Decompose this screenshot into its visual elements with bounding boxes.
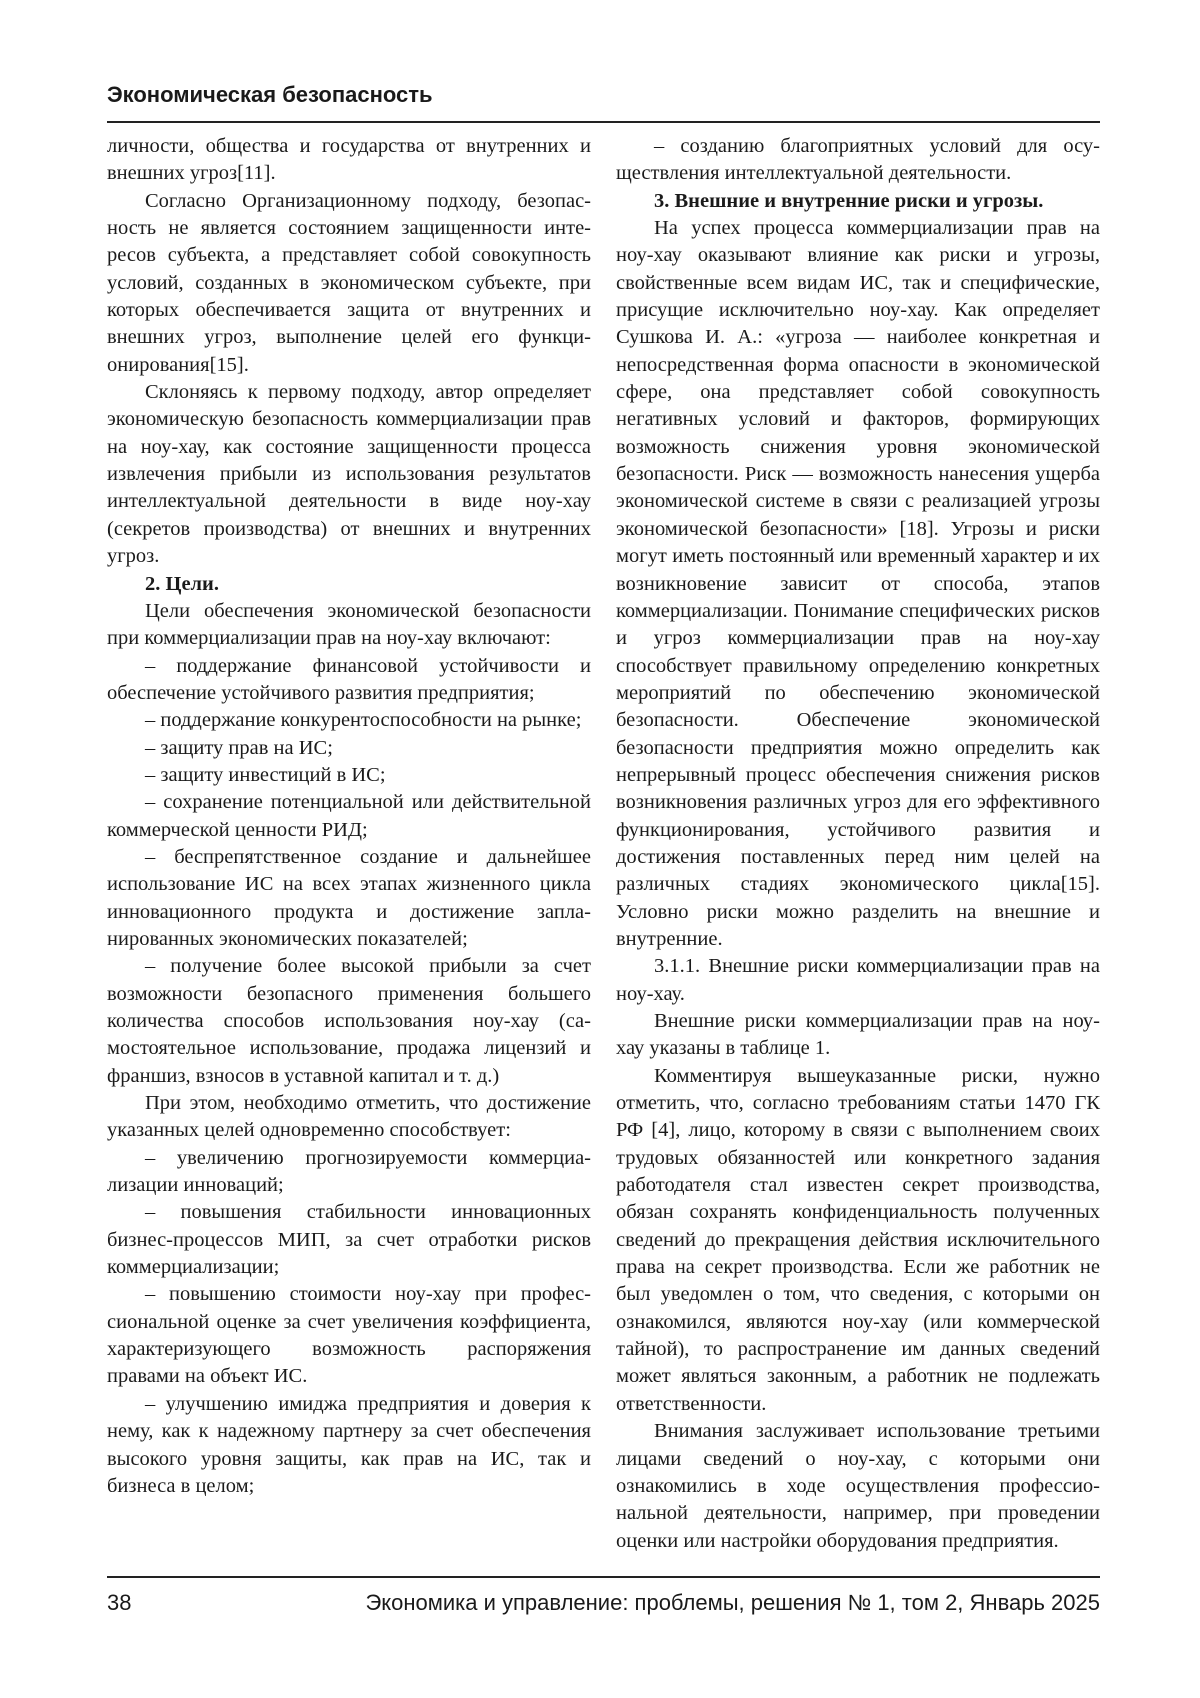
paragraph: – улучшению имиджа предприятия и доверия к нему, как к надежному партнеру за счет обеспе­чения высокого уровня защиты, как прав на ИС, так и бизнеса в целом;	[107, 1391, 591, 1500]
paragraph: – поддержание финансовой устойчивости и обеспечение устойчивого развития предприятия;	[107, 653, 591, 708]
paragraph: личности, общества и государства от внутренних и внешних угроз[11].	[107, 133, 591, 188]
paragraph: – созданию благоприятных условий для осу­ществления интеллектуальной деятельности.	[616, 133, 1100, 188]
paragraph: Склоняясь к первому подходу, автор опреде­ляет экономическую безопасность коммерциализа­ции прав на ноу-хау, как состояние защищенности процесса извлечения прибыли из использования результатов интеллектуальной деятельности в виде ноу-хау (секретов производства) от внешних и вну­тренних угроз.	[107, 379, 591, 570]
header-rule	[107, 121, 1100, 123]
paragraph: На успех процесса коммерциализации прав на ноу-хау оказывают влияние как риски и угро­зы, свойственные всем видам ИС, так и специ­фические, присущие исключительно ноу-хау. Как определяет Сушкова И. А.: «угроза — наиболее конкретная и непосредственная форма опасности в экономической сфере, она представляет собой совокупность негативных условий и факторов, формирующих возможность снижения уровня экономической безопасности. Риск — возмож­ность нанесения ущерба экономической систе­ме в связи с реализацией угрозы экономической безопасности» [18]. Угрозы и риски могут иметь постоянный или временный характер и их возник­новение зависит от способа, этапов коммерциали­зации. Понимание специфических рисков и угроз коммерциализации прав на ноу-хау способствует правильному определению конкретных мероприя­тий по обеспечению экономической безопасности. Обеспечение экономической безопасности пред­приятия можно определить как непрерывный про­цесс обеспечения снижения рисков возникновения различных угроз для его эффективного функциони­рования, устойчивого развития и достижения по­ставленных перед ним целей на различных стадиях экономического цикла[15]. Условно риски можно разделить на внешние и внутренние.	[616, 215, 1100, 953]
paragraph: При этом, необходимо отметить, что достиже­ние указанных целей одновременно способствует:	[107, 1090, 591, 1145]
left-column	[107, 133, 591, 1500]
paragraph: Согласно Организационному подходу, безопас­ность не является состоянием защищенности инте­ресов субъекта, а представляет собой совокупность условий, созданных в экономическом субъекте, при которых обеспечивается защита от внутренних и внешних угроз, выполнение целей его функци­онирования[15].	[107, 188, 591, 379]
paragraph: Комментируя вышеуказанные риски, нужно отметить, что, согласно требованиям статьи 1470 ГК РФ [4], лицо, которому в связи с выполнением своих трудовых обязанностей или конкретного задания работодателя стал известен секрет про­изводства, обязан сохранять конфиденциальность полученных сведений до прекращения действия исключительного права на секрет производства. Если же работник не был уведомлен о том, что сведения, с которыми он ознакомился, являются ноу-хау (или коммерческой тайной), то распростра­нение им данных сведений может являться закон­ным, а работник не подлежать ответственности.	[616, 1063, 1100, 1418]
paragraph: – получение более высокой прибыли за счет возможности безопасного применения большего количества способов использования ноу-хау (са­мостоятельное использование, продажа лицензий и франшиз, взносов в уставной капитал и т. д.)	[107, 953, 591, 1090]
paragraph: Внешние риски коммерциализации прав на но­у-хау указаны в таблице 1.	[616, 1008, 1100, 1063]
paragraph: – беспрепятственное создание и дальнейшее использование ИС на всех этапах жизненного цик­ла инновационного продукта и достижение запла­нированных экономических показателей;	[107, 844, 591, 953]
page-number: 38	[107, 1590, 131, 1616]
paragraph: 3. Внешние и внутренние риски и угрозы.	[616, 188, 1100, 215]
paragraph: 2. Цели.	[107, 571, 591, 598]
paragraph: – повышения стабильности инновационных бизнес-процессов МИП, за счет отработки рисков коммерциализации;	[107, 1199, 591, 1281]
paragraph: – поддержание конкурентоспособности на рынке;	[107, 707, 591, 734]
paragraph: – сохранение потенциальной или действитель­ной коммерческой ценности РИД;	[107, 789, 591, 844]
paragraph: 3.1.1. Внешние риски коммерциализации прав на ноу-хау.	[616, 953, 1100, 1008]
paragraph: – повышению стоимости ноу-хау при профес­сиональной оценке за счет увеличения коэффици­ента, характеризующего возможность распоряже­ния правами на объект ИС.	[107, 1281, 591, 1390]
paragraph: – увеличению прогнозируемости коммерциа­лизации инноваций;	[107, 1145, 591, 1200]
paragraph: – защиту инвестиций в ИС;	[107, 762, 591, 789]
paragraph: Внимания заслуживает использование третьи­ми лицами сведений о ноу-хау, с которыми они ознакомились в ходе осуществления профессио­нальной деятельности, например, при проведении оценки или настройки оборудования предприятия.	[616, 1418, 1100, 1555]
paragraph: Цели обеспечения экономической безопасно­сти при коммерциализации прав на ноу-хау вклю­чают:	[107, 598, 591, 653]
right-column	[616, 133, 1100, 1555]
journal-citation: Экономика и управление: проблемы, решения № 1, том 2, Январь 2025	[365, 1590, 1100, 1616]
paragraph: – защиту прав на ИС;	[107, 735, 591, 762]
footer-rule	[107, 1576, 1100, 1578]
section-title: Экономическая безопасность	[107, 82, 1100, 108]
